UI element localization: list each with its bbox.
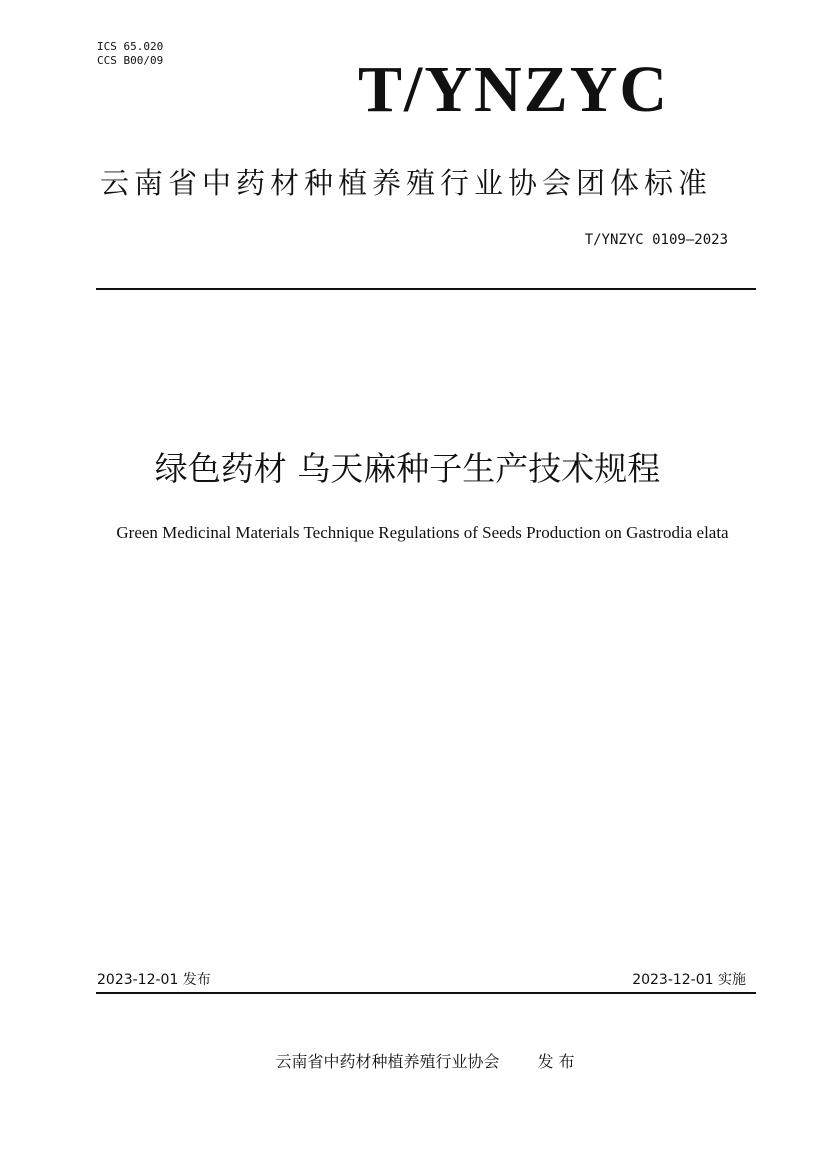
standard-number: T/YNZYC 0109—2023 [584,232,728,248]
top-divider [96,288,756,290]
organization-standard-title: 云南省中药材种植养殖行业协会团体标准 [100,166,713,200]
document-title-chinese: 绿色药材 乌天麻种子生产技术规程 [154,449,661,488]
implementation-date: 2023-12-01 实施 [632,972,746,988]
document-title-english: Green Medicinal Materials Technique Regulations of Seeds Production on Gastrodia elata [116,523,729,542]
publish-action: 发 布 [537,1052,575,1071]
classification-codes [97,40,163,68]
publisher-line [200,1051,650,1073]
publisher-name: 云南省中药材种植养殖行业协会 [275,1052,500,1071]
ics-code: ICS 65.020 [97,40,164,53]
ccs-code: CCS B00/09 [97,54,164,67]
bottom-divider [96,992,756,994]
issue-date: 2023-12-01 发布 [97,972,211,988]
standard-brand-logo: T/YNZYC [358,53,670,126]
